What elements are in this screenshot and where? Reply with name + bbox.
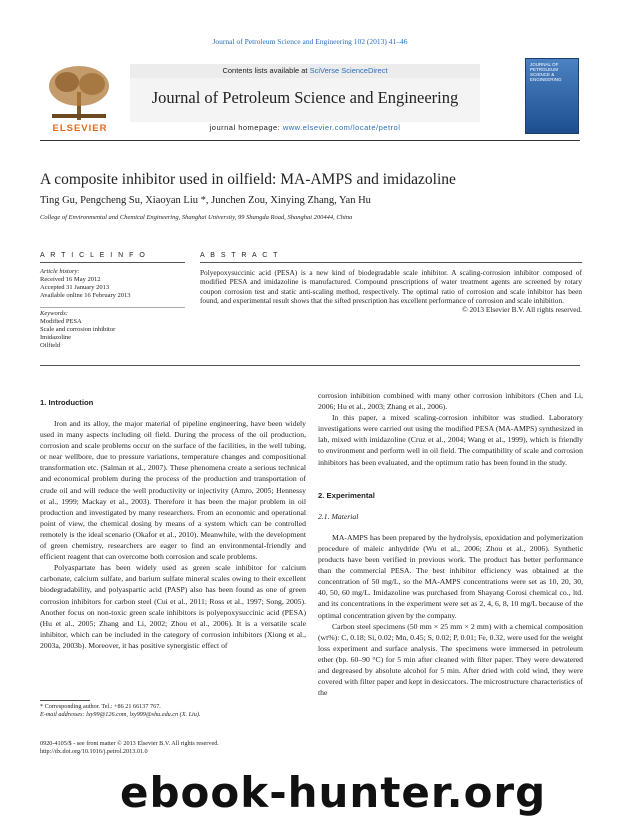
right-column — [318, 390, 583, 698]
abstract-bottom-rule — [40, 365, 580, 366]
homepage-prefix: journal homepage: — [209, 123, 283, 132]
keyword: Oilfield — [40, 342, 61, 349]
sciencedirect-link[interactable]: SciVerse ScienceDirect — [309, 66, 388, 75]
abstract-text — [200, 268, 582, 314]
front-matter — [40, 740, 310, 756]
issn-line: 0920-4105/$ - see front matter © 2013 Elsevier B.V. All rights reserved. — [40, 740, 219, 747]
journal-citation[interactable]: Journal of Petroleum Science and Engineering 102 (2013) 41–46 — [212, 37, 408, 46]
email-addresses[interactable]: E-mail addresses: lxy99@126.com, lxy999@shu.edu.cn (X. Liu). — [40, 711, 201, 718]
section-experimental-heading: 2. Experimental — [318, 490, 375, 500]
paragraph: MA-AMPS has been prepared by the hydrolysis, epoxidation and polymerization procedure of maleic anhydride (Wu et al., 2006; Zhou et al., 2006). Synthetic products have been verified in previous work. The product has better performance than the commercial PESA. The best inhibitor efficiency was obtained at the concentration of 50 mg/L, so the MA-AMPS concentrations were set as 10, 20, 30, 40, 50, 60 mg/L. Imidazoline was purchased from Shayang Corosi chemical co., ltd. and its concentrations in the experiment were set as 2, 4, 6, 8, 10 mg/L because of the optimal concentration given by the company. — [318, 532, 583, 620]
paragraph: Carbon steel specimens (50 mm × 25 mm × 2 mm) with a chemical composition (wt%): C, 0.18; Si, 0.02; Mn, 0.45; S, 0.02; P, 0.01; Fe, 0.32, were used for the weight loss experiment and surface analysis. The specimens were immersed in petroleum ether (bp. 60–90 °C) for 5 min after cleaned with filter paper. They were dewatered and degreased by absolute alcohol for 5 min. After dried with cold wind, they were covered with filter paper and kept in desiccators. The microstructure characteristics of the — [318, 621, 583, 698]
received-date: Received 16 May 2012 — [40, 276, 101, 283]
paragraph: In this paper, a mixed scaling-corrosion inhibitor was studied. Laboratory investigations were carried out using the modified PESA (MA-AMPS) synthesized in lab, mixed with imidazoline (Cruz et al., 2004; Wang et al., 1999), which is friendly to environment and perform well in oil field. The compatibility of scale and corrosion inhibitors has been evaluated, and the optimum ratio has been found in the study. — [318, 413, 583, 467]
elsevier-wordmark: ELSEVIER — [52, 123, 108, 134]
accepted-date: Accepted 31 January 2013 — [40, 284, 110, 291]
journal-homepage — [130, 123, 480, 132]
contents-prefix: Contents lists available at — [222, 66, 310, 75]
corresponding-author: * Corresponding author. Tel.: +86 21 66137 767. — [40, 703, 161, 710]
doi-link[interactable]: http://dx.doi.org/10.1016/j.petrol.2013.01.0 — [40, 748, 148, 755]
keyword: Scale and corrosion inhibitor — [40, 326, 116, 333]
left-column — [40, 418, 306, 651]
paragraph: Polyaspartate has been widely used as green scale inhibitor for calcium carbonate, calcium sulfate, and barium sulfate mineral scales owing to their excellent biodegradability, and polyaspartic acid (PASP) also has been found as one of green corrosion inhibitors for carbon steel (Cui et al., 2011; Ross et al., 1997; Song, 2005). Another focus on non-toxic green scale inhibitors is polyepoxysuccinic acid (PESA) (Hu et al., 2005; Zhang and Li, 2002; Zhou et al., 2006). It is a versatile scale inhibitor, which can be included in the category of corrosion inhibitors (Xiong et al., 2003a, 2003b). Moreover, it has positive synergistic effect of — [40, 563, 306, 650]
author-list: Ting Gu, Pengcheng Su, Xiaoyan Liu *, Junchen Zou, Xinying Zhang, Yan Hu — [40, 195, 371, 206]
affiliation: College of Environmental and Chemical Engineering, Shanghai University, 99 Shangda Road, Shanghai 200444, China — [40, 214, 353, 221]
article-info-heading: A R T I C L E I N F O — [40, 252, 147, 259]
section-introduction-heading: 1. Introduction — [40, 398, 94, 407]
keywords-label: Keywords: — [40, 310, 68, 317]
article-history — [40, 268, 190, 300]
article-info-rule — [40, 262, 185, 263]
header-divider — [40, 140, 580, 141]
abstract-rule — [200, 262, 582, 263]
homepage-link[interactable]: www.elsevier.com/locate/petrol — [282, 123, 401, 132]
footnote-rule — [40, 700, 90, 701]
contents-line — [130, 64, 480, 78]
article-title: A composite inhibitor used in oilfield: MA-AMPS and imidazoline — [40, 171, 456, 188]
abstract-body: Polyepoxysuccinic acid (PESA) is a new kind of biodegradable scale inhibitor. A scaling-corrosion inhibitor composed of modified PESA and imidazoline is manufactured. Compound prescriptions of water treatment agents are screened by rotary coupon corrosion test and static anti-scaling method, respectively. The optimal ratio of corrosion and scale inhibitor has been found, and experimental result shows that the sifted prescription has excellent performance of corrosion and scale inhibition. — [200, 268, 582, 305]
footnote — [40, 703, 305, 719]
keyword: Imidazoline — [40, 334, 72, 341]
journal-cover-title: JOURNAL OF PETROLEUM SCIENCE & ENGINEERING — [530, 62, 562, 82]
watermark: ebook-hunter.org — [120, 768, 547, 817]
subsection-material-heading: 2.1. Material — [318, 511, 359, 521]
paragraph: Iron and its alloy, the major material of pipeline engineering, have been widely used in many aspects including oil field. During the process of the oil production, corrosion and scale problems occur on the surface of the facilities, in the well tubing, or near wellbore, due to pressure variations, temperature changes and compositional transformation etc. (Salman et al., 2007). These phenomena create a serious technical and economical problem during the process of the production and transportation of crude oil and will reduce the well productivity or injectivity (Amro, 2005; Hennessy et al., 1999; Mackay et al., 2003). Therefore it has been the major problem in oil production and investigated by many researchers. From an economic and operational point of view, the chemical dosing by means of a system which can be controlled remotely is the ideal scenario (Okafor et al., 2010). Meanwhile, with the development of green chemistry, researchers are eager to find an environmental-friendly and efficient reagent that can overcome both corrosion and scale problems. — [40, 419, 306, 562]
online-date: Available online 16 February 2013 — [40, 292, 131, 299]
copyright: © 2013 Elsevier B.V. All rights reserved. — [462, 305, 582, 315]
abstract-heading: A B S T R A C T — [200, 252, 280, 259]
history-label: Article history: — [40, 268, 80, 275]
keywords — [40, 310, 190, 350]
keyword: Modified PESA — [40, 318, 82, 325]
elsevier-tree-logo — [42, 62, 116, 130]
paragraph: corrosion inhibition combined with many other corrosion inhibitors (Chen and Li, 2006; Hu et al., 2003; Zhang et al., 2006). — [318, 391, 583, 412]
journal-title: Journal of Petroleum Science and Engineering — [151, 88, 459, 107]
keywords-rule — [40, 307, 185, 308]
